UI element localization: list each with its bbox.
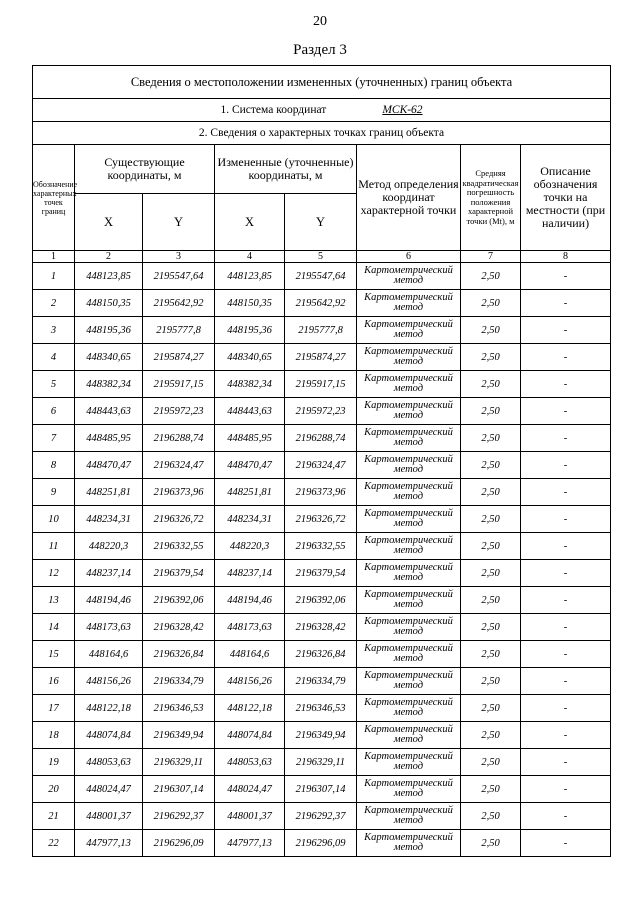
changed-y-cell: 2196334,79 <box>285 668 357 695</box>
changed-y-cell: 2196292,37 <box>285 803 357 830</box>
table-row <box>33 479 611 506</box>
table-row <box>33 263 611 290</box>
point-number-cell: 20 <box>33 776 75 803</box>
table-row <box>33 587 611 614</box>
accuracy-cell: 2,50 <box>461 641 521 668</box>
accuracy-cell: 2,50 <box>461 317 521 344</box>
accuracy-cell: 2,50 <box>461 587 521 614</box>
description-cell: - <box>521 749 611 776</box>
existing-y-cell: 2196296,09 <box>143 830 215 857</box>
existing-y-cell: 2195917,15 <box>143 371 215 398</box>
description-cell: - <box>521 587 611 614</box>
accuracy-cell: 2,50 <box>461 749 521 776</box>
table-row <box>33 317 611 344</box>
description-cell: - <box>521 560 611 587</box>
changed-x-cell: 448485,95 <box>215 425 285 452</box>
changed-x-cell: 448164,6 <box>215 641 285 668</box>
method-cell: Картометрический метод <box>357 830 461 857</box>
accuracy-cell: 2,50 <box>461 560 521 587</box>
changed-x-cell: 448195,36 <box>215 317 285 344</box>
accuracy-cell: 2,50 <box>461 344 521 371</box>
existing-x-cell: 448173,63 <box>75 614 143 641</box>
description-cell: - <box>521 290 611 317</box>
point-number-cell: 2 <box>33 290 75 317</box>
description-cell: - <box>521 263 611 290</box>
existing-x-cell: 448024,47 <box>75 776 143 803</box>
point-number-cell: 12 <box>33 560 75 587</box>
changed-y-cell: 2196328,42 <box>285 614 357 641</box>
existing-x-cell: 448150,35 <box>75 290 143 317</box>
method-cell: Картометрический метод <box>357 371 461 398</box>
point-number-cell: 7 <box>33 425 75 452</box>
column-number: 3 <box>143 251 215 263</box>
description-cell: - <box>521 830 611 857</box>
table-row <box>33 560 611 587</box>
existing-x-cell: 448053,63 <box>75 749 143 776</box>
method-cell: Картометрический метод <box>357 317 461 344</box>
existing-x-cell: 448194,46 <box>75 587 143 614</box>
existing-y-header: Y <box>143 194 215 251</box>
existing-y-cell: 2195874,27 <box>143 344 215 371</box>
changed-x-cell: 448024,47 <box>215 776 285 803</box>
accuracy-cell: 2,50 <box>461 263 521 290</box>
changed-y-cell: 2196324,47 <box>285 452 357 479</box>
changed-x-cell: 448220,3 <box>215 533 285 560</box>
method-cell: Картометрический метод <box>357 425 461 452</box>
accuracy-cell: 2,50 <box>461 533 521 560</box>
column-number: 2 <box>75 251 143 263</box>
accuracy-header: Средняя квадратическая погрешность положения характерной точки (Mt), м <box>461 145 521 251</box>
existing-y-cell: 2196324,47 <box>143 452 215 479</box>
table-row <box>33 614 611 641</box>
table-row <box>33 533 611 560</box>
changed-y-cell: 2196379,54 <box>285 560 357 587</box>
accuracy-cell: 2,50 <box>461 371 521 398</box>
changed-x-cell: 448382,34 <box>215 371 285 398</box>
existing-y-cell: 2196328,42 <box>143 614 215 641</box>
existing-x-cell: 448470,47 <box>75 452 143 479</box>
accuracy-cell: 2,50 <box>461 668 521 695</box>
changed-x-cell: 448443,63 <box>215 398 285 425</box>
existing-x-header: X <box>75 194 143 251</box>
point-number-cell: 14 <box>33 614 75 641</box>
method-cell: Картометрический метод <box>357 290 461 317</box>
accuracy-cell: 2,50 <box>461 398 521 425</box>
changed-y-cell: 2196326,84 <box>285 641 357 668</box>
description-header: Описание обозначения точки на местности (при наличии) <box>521 145 611 251</box>
existing-x-cell: 448443,63 <box>75 398 143 425</box>
description-cell: - <box>521 533 611 560</box>
changed-x-cell: 448001,37 <box>215 803 285 830</box>
point-number-cell: 19 <box>33 749 75 776</box>
point-number-cell: 8 <box>33 452 75 479</box>
points-label: 2. Сведения о характерных точках границ объекта <box>33 122 611 145</box>
changed-y-cell: 2196332,55 <box>285 533 357 560</box>
point-number-cell: 15 <box>33 641 75 668</box>
table-row <box>33 803 611 830</box>
changed-x-cell: 448194,46 <box>215 587 285 614</box>
method-header: Метод определения координат характерной точки <box>357 145 461 251</box>
description-cell: - <box>521 776 611 803</box>
changed-coords-header: Измененные (уточненные) координаты, м <box>215 145 357 194</box>
method-cell: Картометрический метод <box>357 803 461 830</box>
changed-x-cell: 448122,18 <box>215 695 285 722</box>
description-cell: - <box>521 398 611 425</box>
existing-x-cell: 448234,31 <box>75 506 143 533</box>
accuracy-cell: 2,50 <box>461 479 521 506</box>
column-number: 5 <box>285 251 357 263</box>
existing-x-cell: 448074,84 <box>75 722 143 749</box>
changed-x-cell: 448237,14 <box>215 560 285 587</box>
description-cell: - <box>521 479 611 506</box>
point-number-cell: 21 <box>33 803 75 830</box>
existing-x-cell: 448485,95 <box>75 425 143 452</box>
existing-x-cell: 448164,6 <box>75 641 143 668</box>
method-cell: Картометрический метод <box>357 776 461 803</box>
changed-y-cell: 2196346,53 <box>285 695 357 722</box>
existing-y-cell: 2195547,64 <box>143 263 215 290</box>
column-number: 4 <box>215 251 285 263</box>
point-number-cell: 3 <box>33 317 75 344</box>
changed-x-cell: 448074,84 <box>215 722 285 749</box>
existing-y-cell: 2196329,11 <box>143 749 215 776</box>
description-cell: - <box>521 425 611 452</box>
table-row <box>33 722 611 749</box>
changed-x-cell: 448470,47 <box>215 452 285 479</box>
existing-y-cell: 2195777,8 <box>143 317 215 344</box>
table-row <box>33 641 611 668</box>
accuracy-cell: 2,50 <box>461 506 521 533</box>
coord-system-label: 1. Система координат <box>220 104 327 116</box>
method-cell: Картометрический метод <box>357 614 461 641</box>
boundary-points-table <box>32 65 611 857</box>
accuracy-cell: 2,50 <box>461 695 521 722</box>
existing-x-cell: 447977,13 <box>75 830 143 857</box>
changed-y-cell: 2196392,06 <box>285 587 357 614</box>
point-number-cell: 1 <box>33 263 75 290</box>
description-cell: - <box>521 668 611 695</box>
designation-header: Обозначение характерных точек границ <box>33 145 75 251</box>
point-number-cell: 13 <box>33 587 75 614</box>
point-number-cell: 10 <box>33 506 75 533</box>
changed-x-cell: 448150,35 <box>215 290 285 317</box>
changed-y-cell: 2195777,8 <box>285 317 357 344</box>
description-cell: - <box>521 722 611 749</box>
changed-x-cell: 448053,63 <box>215 749 285 776</box>
description-cell: - <box>521 641 611 668</box>
changed-y-cell: 2195972,23 <box>285 398 357 425</box>
description-cell: - <box>521 344 611 371</box>
existing-y-cell: 2196307,14 <box>143 776 215 803</box>
existing-y-cell: 2196349,94 <box>143 722 215 749</box>
existing-y-cell: 2196326,84 <box>143 641 215 668</box>
point-number-cell: 5 <box>33 371 75 398</box>
existing-x-cell: 448123,85 <box>75 263 143 290</box>
table-row <box>33 371 611 398</box>
changed-x-cell: 448173,63 <box>215 614 285 641</box>
existing-x-cell: 448340,65 <box>75 344 143 371</box>
description-cell: - <box>521 452 611 479</box>
existing-y-cell: 2196392,06 <box>143 587 215 614</box>
point-number-cell: 11 <box>33 533 75 560</box>
changed-x-cell: 448251,81 <box>215 479 285 506</box>
table-row <box>33 830 611 857</box>
point-number-cell: 9 <box>33 479 75 506</box>
table-row <box>33 398 611 425</box>
changed-y-cell: 2195874,27 <box>285 344 357 371</box>
existing-x-cell: 448156,26 <box>75 668 143 695</box>
table-row <box>33 749 611 776</box>
existing-y-cell: 2196288,74 <box>143 425 215 452</box>
description-cell: - <box>521 803 611 830</box>
accuracy-cell: 2,50 <box>461 290 521 317</box>
changed-y-cell: 2196326,72 <box>285 506 357 533</box>
section-title: Раздел 3 <box>293 42 347 58</box>
existing-x-cell: 448251,81 <box>75 479 143 506</box>
coord-system-value: МСК-62 <box>382 104 423 116</box>
changed-x-cell: 447977,13 <box>215 830 285 857</box>
page-number: 20 <box>313 14 327 29</box>
column-number: 8 <box>521 251 611 263</box>
method-cell: Картометрический метод <box>357 533 461 560</box>
changed-y-cell: 2196288,74 <box>285 425 357 452</box>
method-cell: Картометрический метод <box>357 641 461 668</box>
existing-x-cell: 448237,14 <box>75 560 143 587</box>
accuracy-cell: 2,50 <box>461 830 521 857</box>
existing-y-cell: 2196346,53 <box>143 695 215 722</box>
changed-y-cell: 2195642,92 <box>285 290 357 317</box>
existing-x-cell: 448122,18 <box>75 695 143 722</box>
description-cell: - <box>521 317 611 344</box>
accuracy-cell: 2,50 <box>461 722 521 749</box>
existing-y-cell: 2196373,96 <box>143 479 215 506</box>
method-cell: Картометрический метод <box>357 560 461 587</box>
existing-y-cell: 2196292,37 <box>143 803 215 830</box>
changed-x-cell: 448234,31 <box>215 506 285 533</box>
changed-y-cell: 2196296,09 <box>285 830 357 857</box>
column-number: 1 <box>33 251 75 263</box>
existing-y-cell: 2195642,92 <box>143 290 215 317</box>
method-cell: Картометрический метод <box>357 452 461 479</box>
method-cell: Картометрический метод <box>357 668 461 695</box>
existing-y-cell: 2196379,54 <box>143 560 215 587</box>
method-cell: Картометрический метод <box>357 398 461 425</box>
existing-x-cell: 448220,3 <box>75 533 143 560</box>
method-cell: Картометрический метод <box>357 749 461 776</box>
table-row <box>33 290 611 317</box>
description-cell: - <box>521 371 611 398</box>
accuracy-cell: 2,50 <box>461 803 521 830</box>
method-cell: Картометрический метод <box>357 506 461 533</box>
accuracy-cell: 2,50 <box>461 425 521 452</box>
table-row <box>33 776 611 803</box>
existing-x-cell: 448382,34 <box>75 371 143 398</box>
method-cell: Картометрический метод <box>357 587 461 614</box>
existing-x-cell: 448195,36 <box>75 317 143 344</box>
column-number: 7 <box>461 251 521 263</box>
changed-y-cell: 2195547,64 <box>285 263 357 290</box>
existing-y-cell: 2196326,72 <box>143 506 215 533</box>
changed-y-cell: 2196373,96 <box>285 479 357 506</box>
method-cell: Картометрический метод <box>357 722 461 749</box>
method-cell: Картометрический метод <box>357 263 461 290</box>
changed-x-cell: 448123,85 <box>215 263 285 290</box>
description-cell: - <box>521 614 611 641</box>
point-number-cell: 6 <box>33 398 75 425</box>
table-row <box>33 452 611 479</box>
changed-y-cell: 2196349,94 <box>285 722 357 749</box>
point-number-cell: 18 <box>33 722 75 749</box>
existing-coords-header: Существующие координаты, м <box>75 145 215 194</box>
point-number-cell: 22 <box>33 830 75 857</box>
method-cell: Картометрический метод <box>357 344 461 371</box>
table-row <box>33 506 611 533</box>
changed-y-cell: 2195917,15 <box>285 371 357 398</box>
method-cell: Картометрический метод <box>357 695 461 722</box>
table-row <box>33 425 611 452</box>
accuracy-cell: 2,50 <box>461 776 521 803</box>
table-row <box>33 695 611 722</box>
table-row <box>33 344 611 371</box>
changed-x-cell: 448340,65 <box>215 344 285 371</box>
table-row <box>33 668 611 695</box>
coord-system-row <box>33 99 611 122</box>
existing-y-cell: 2196334,79 <box>143 668 215 695</box>
column-number: 6 <box>357 251 461 263</box>
column-numbers-row <box>33 251 611 263</box>
changed-y-header: Y <box>285 194 357 251</box>
existing-x-cell: 448001,37 <box>75 803 143 830</box>
description-cell: - <box>521 506 611 533</box>
accuracy-cell: 2,50 <box>461 452 521 479</box>
accuracy-cell: 2,50 <box>461 614 521 641</box>
existing-y-cell: 2196332,55 <box>143 533 215 560</box>
changed-x-header: X <box>215 194 285 251</box>
changed-y-cell: 2196329,11 <box>285 749 357 776</box>
table-heading: Сведения о местоположении измененных (уточненных) границ объекта <box>33 66 611 99</box>
existing-y-cell: 2195972,23 <box>143 398 215 425</box>
changed-y-cell: 2196307,14 <box>285 776 357 803</box>
point-number-cell: 17 <box>33 695 75 722</box>
method-cell: Картометрический метод <box>357 479 461 506</box>
description-cell: - <box>521 695 611 722</box>
point-number-cell: 4 <box>33 344 75 371</box>
changed-x-cell: 448156,26 <box>215 668 285 695</box>
point-number-cell: 16 <box>33 668 75 695</box>
